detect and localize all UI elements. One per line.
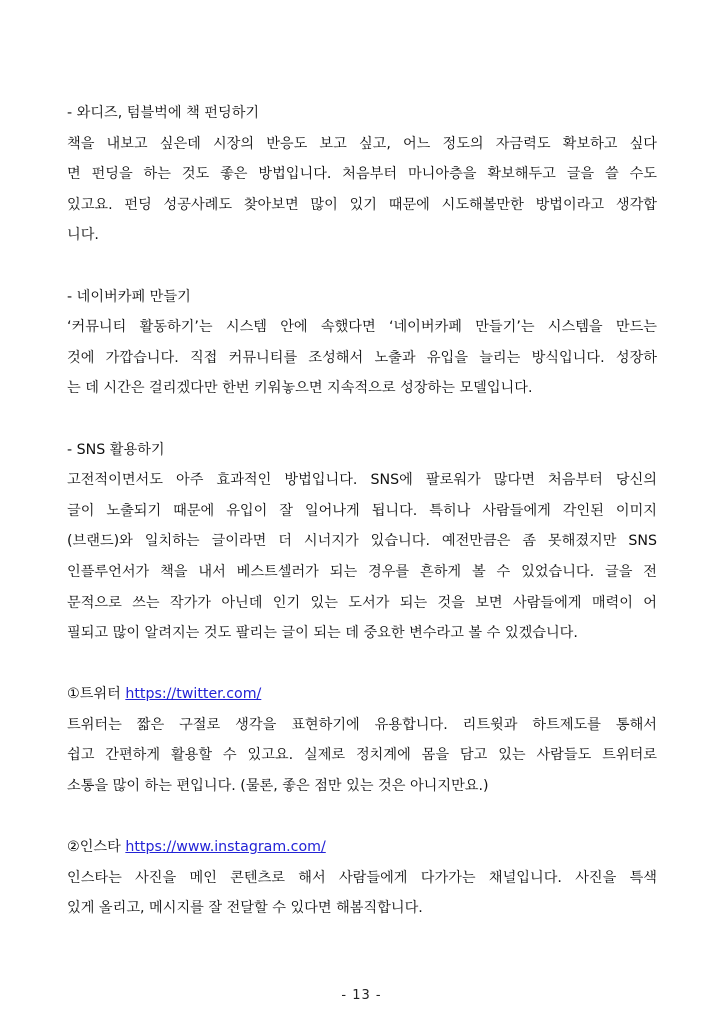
paragraph-line: ‘커뮤니티 활동하기’는 시스템 안에 속했다면 ‘네이버카페 만들기’는 시스템을 만드는 xyxy=(67,319,657,336)
section-heading: - 네이버카페 만들기 xyxy=(67,288,191,305)
section-navercafe xyxy=(67,282,657,404)
paragraph-line: 트위터는 짧은 구절로 생각을 표현하기에 유용합니다. 리트윗과 하트제도를 통해서 xyxy=(67,716,657,733)
spacer xyxy=(67,649,657,680)
paragraph-line: 인스타는 사진을 메인 콘텐츠로 해서 사람들에게 다가가는 채널입니다. 사진을 특색 xyxy=(67,869,657,886)
twitter-label: ①트위터 xyxy=(67,686,121,703)
instagram-label: ②인스타 xyxy=(67,839,121,856)
paragraph-line: 소통을 많이 하는 편입니다. (물론, 좋은 점만 있는 것은 아니지만요.) xyxy=(67,778,489,795)
section-sns xyxy=(67,435,657,649)
paragraph-line: 쉽고 간편하게 활용할 수 있고요. 실제로 정치계에 몸을 담고 있는 사람들도 트위터로 xyxy=(67,747,657,764)
subsection-heading xyxy=(67,832,657,863)
section-twitter xyxy=(67,679,657,801)
paragraph-line: 책을 내보고 싶은데 시장의 반응도 보고 싶고, 어느 정도의 자금력도 확보하고 싶다 xyxy=(67,135,657,152)
paragraph-line: 것에 가깝습니다. 직접 커뮤니티를 조성해서 노출과 유입을 늘리는 방식입니다. 성장하 xyxy=(67,349,657,366)
section-heading: - 와디즈, 텀블벅에 책 펀딩하기 xyxy=(67,105,260,121)
spacer xyxy=(67,404,657,435)
section-wadiz xyxy=(67,98,657,251)
paragraph-line: 글이 노출되기 때문에 유입이 잘 일어나게 됩니다. 특히나 사람들에게 각인된 이미지 xyxy=(67,502,657,519)
paragraph-line: 고전적이면서도 아주 효과적인 방법입니다. SNS에 팔로워가 많다면 처음부터 당신의 xyxy=(67,472,657,489)
paragraph-line: 문적으로 쓰는 작가가 아닌데 인기 있는 도서가 되는 것을 보면 사람들에게 매력이 어 xyxy=(67,594,657,611)
paragraph-line: 니다. xyxy=(67,227,99,244)
section-heading: - SNS 활용하기 xyxy=(67,441,165,458)
document-page xyxy=(67,98,657,924)
page-number: - 13 - xyxy=(341,988,382,1003)
spacer xyxy=(67,802,657,833)
paragraph-line: 는 데 시간은 걸리겠다만 한번 키워놓으면 지속적으로 성장하는 모델입니다. xyxy=(67,380,533,397)
subsection-heading xyxy=(67,679,657,710)
section-instagram xyxy=(67,832,657,924)
paragraph-line: 있고요. 펀딩 성공사례도 찾아보면 많이 있기 때문에 시도해볼만한 방법이라고 생각합 xyxy=(67,196,657,213)
paragraph-line: (브랜드)와 일치하는 글이라면 더 시너지가 있습니다. 예전만큼은 좀 못해졌지만 SNS xyxy=(67,533,657,550)
spacer xyxy=(67,251,657,282)
paragraph-line: 필되고 많이 알려지는 것도 팔리는 글이 되는 데 중요한 변수라고 볼 수 있겠습니다. xyxy=(67,625,578,642)
instagram-link[interactable]: https://www.instagram.com/ xyxy=(125,839,326,856)
paragraph-line: 면 펀딩을 하는 것도 좋은 방법입니다. 처음부터 마니아층을 확보해두고 글을 쓸 수도 xyxy=(67,166,657,183)
twitter-link[interactable]: https://twitter.com/ xyxy=(125,686,262,703)
paragraph-line: 있게 올리고, 메시지를 잘 전달할 수 있다면 해봄직합니다. xyxy=(67,900,423,917)
paragraph-line: 인플루언서가 책을 내서 베스트셀러가 되는 경우를 흔하게 볼 수 있었습니다. 글을 전 xyxy=(67,563,657,580)
